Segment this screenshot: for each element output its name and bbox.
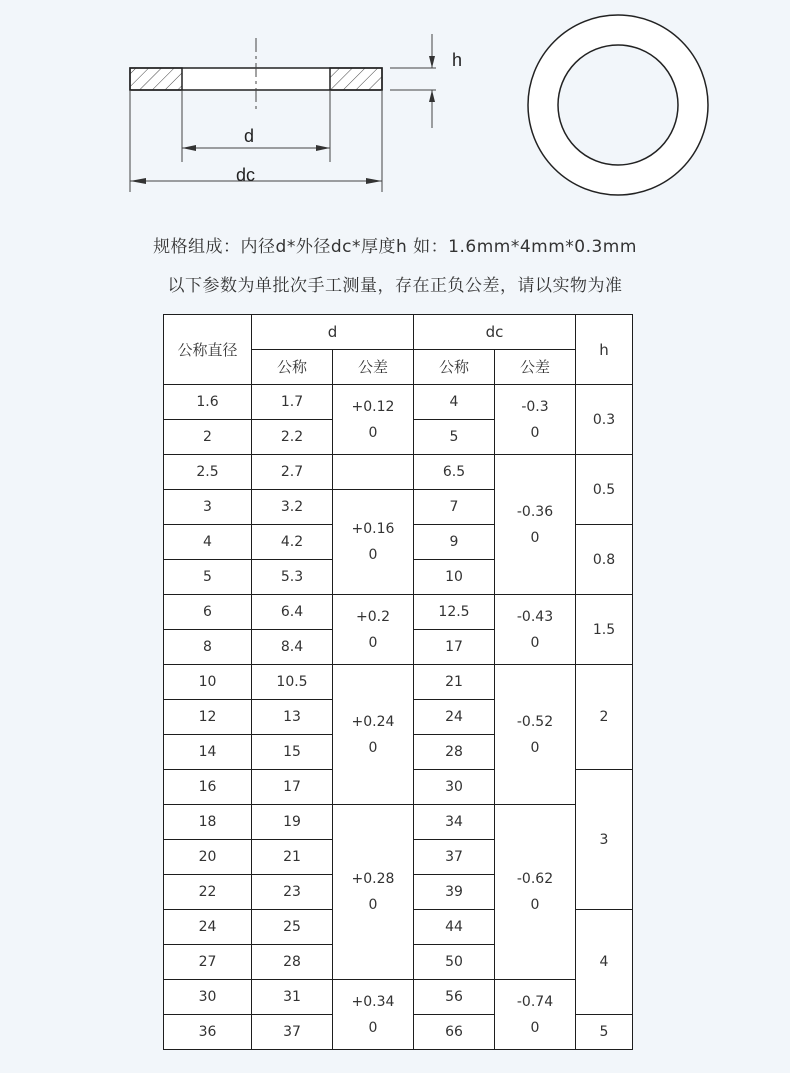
dc-nominal-cell: 9 bbox=[414, 525, 495, 560]
d-tolerance-cell bbox=[333, 805, 414, 980]
nominal-size-cell: 5 bbox=[164, 560, 252, 595]
header-d: d bbox=[252, 315, 414, 350]
d-nominal-cell: 19 bbox=[252, 805, 333, 840]
nominal-size-cell: 16 bbox=[164, 770, 252, 805]
table-row bbox=[164, 980, 633, 1015]
dimension-h-label: h bbox=[452, 50, 463, 70]
dc-nominal-cell: 7 bbox=[414, 490, 495, 525]
tolerance-upper: -0.62 bbox=[516, 871, 554, 887]
d-nominal-cell: 3.2 bbox=[252, 490, 333, 525]
tolerance-upper: -0.36 bbox=[516, 503, 554, 520]
dc-tolerance-cell bbox=[495, 665, 576, 805]
header-dc-tolerance: 公差 bbox=[495, 350, 576, 385]
tolerance-upper: -0.43 bbox=[516, 608, 554, 625]
h-cell: 1.5 bbox=[576, 595, 633, 665]
dc-tolerance-cell bbox=[495, 385, 576, 455]
dc-nominal-cell: 6.5 bbox=[414, 455, 495, 490]
dc-nominal-cell: 10 bbox=[414, 560, 495, 595]
d-nominal-cell: 23 bbox=[252, 875, 333, 910]
dc-tolerance-cell bbox=[495, 595, 576, 665]
dc-nominal-cell: 50 bbox=[414, 945, 495, 980]
dc-nominal-cell: 21 bbox=[414, 665, 495, 700]
notes bbox=[0, 228, 790, 306]
d-tolerance-cell bbox=[333, 385, 414, 455]
table-row bbox=[164, 385, 633, 420]
nominal-size-cell: 1.6 bbox=[164, 385, 252, 420]
spec-table bbox=[163, 314, 633, 1050]
dc-nominal-cell: 30 bbox=[414, 770, 495, 805]
nominal-size-cell: 6 bbox=[164, 595, 252, 630]
nominal-size-cell: 8 bbox=[164, 630, 252, 665]
dc-nominal-cell: 5 bbox=[414, 420, 495, 455]
nominal-size-cell: 30 bbox=[164, 980, 252, 1015]
h-cell: 0.3 bbox=[576, 385, 633, 455]
header-d-tolerance: 公差 bbox=[333, 350, 414, 385]
dc-nominal-cell: 66 bbox=[414, 1015, 495, 1050]
dimension-dc bbox=[130, 165, 382, 185]
d-nominal-cell: 25 bbox=[252, 910, 333, 945]
dimension-d-label: d bbox=[244, 126, 255, 146]
tolerance-lower: 0 bbox=[368, 424, 378, 441]
table-row bbox=[164, 805, 633, 840]
dc-nominal-cell: 37 bbox=[414, 840, 495, 875]
washer-side-view bbox=[130, 38, 382, 112]
h-cell: 0.8 bbox=[576, 525, 633, 595]
d-nominal-cell: 31 bbox=[252, 980, 333, 1015]
nominal-size-cell: 22 bbox=[164, 875, 252, 910]
d-nominal-cell: 8.4 bbox=[252, 630, 333, 665]
tolerance-lower: 0 bbox=[530, 1019, 540, 1036]
measurement-note: 以下参数为单批次手工测量，存在正负公差，请以实物为准 bbox=[167, 276, 623, 296]
tolerance-lower: 0 bbox=[368, 739, 378, 756]
dc-tolerance-cell bbox=[495, 805, 576, 980]
nominal-size-cell: 4 bbox=[164, 525, 252, 560]
dimension-h bbox=[429, 34, 462, 128]
spec-format-note: 规格组成：内径d*外径dc*厚度h 如：1.6mm*4mm*0.3mm bbox=[153, 237, 637, 257]
d-nominal-cell: 4.2 bbox=[252, 525, 333, 560]
washer-drawing bbox=[0, 0, 790, 220]
nominal-size-cell: 12 bbox=[164, 700, 252, 735]
nominal-size-cell: 27 bbox=[164, 945, 252, 980]
table-row bbox=[164, 455, 633, 490]
dc-nominal-cell: 39 bbox=[414, 875, 495, 910]
tolerance-upper: -0.74 bbox=[516, 993, 554, 1010]
d-nominal-cell: 6.4 bbox=[252, 595, 333, 630]
tolerance-upper: -0.52 bbox=[516, 713, 554, 730]
tolerance-upper: +0.2 bbox=[356, 608, 390, 625]
nominal-size-cell: 36 bbox=[164, 1015, 252, 1050]
tolerance-lower: 0 bbox=[368, 634, 378, 651]
dc-tolerance-cell bbox=[495, 980, 576, 1050]
tolerance-lower: 0 bbox=[368, 1019, 378, 1036]
tolerance-upper: +0.28 bbox=[351, 871, 395, 887]
table-row bbox=[164, 665, 633, 700]
tolerance-lower: 0 bbox=[530, 739, 540, 756]
dc-nominal-cell: 44 bbox=[414, 910, 495, 945]
d-nominal-cell: 15 bbox=[252, 735, 333, 770]
h-cell: 5 bbox=[576, 1015, 633, 1050]
dc-nominal-cell: 17 bbox=[414, 630, 495, 665]
tolerance-lower: 0 bbox=[368, 897, 378, 913]
tolerance-lower: 0 bbox=[530, 529, 540, 546]
header-dc: dc bbox=[414, 315, 576, 350]
table-header-row bbox=[164, 315, 633, 350]
d-nominal-cell: 5.3 bbox=[252, 560, 333, 595]
table-row bbox=[164, 595, 633, 630]
nominal-size-cell: 18 bbox=[164, 805, 252, 840]
header-nominal-diameter: 公称直径 bbox=[164, 315, 252, 385]
header-d-nominal: 公称 bbox=[252, 350, 333, 385]
tolerance-upper: +0.24 bbox=[351, 713, 395, 730]
dc-nominal-cell: 34 bbox=[414, 805, 495, 840]
h-cell: 3 bbox=[576, 770, 633, 910]
tolerance-upper: +0.34 bbox=[351, 993, 395, 1010]
header-dc-nominal: 公称 bbox=[414, 350, 495, 385]
d-nominal-cell: 10.5 bbox=[252, 665, 333, 700]
h-cell: 2 bbox=[576, 665, 633, 770]
nominal-size-cell: 10 bbox=[164, 665, 252, 700]
d-nominal-cell: 28 bbox=[252, 945, 333, 980]
dc-nominal-cell: 24 bbox=[414, 700, 495, 735]
dc-nominal-cell: 56 bbox=[414, 980, 495, 1015]
tolerance-upper: -0.3 bbox=[521, 398, 549, 415]
nominal-size-cell: 2 bbox=[164, 420, 252, 455]
d-tolerance-cell bbox=[333, 595, 414, 665]
d-nominal-cell: 17 bbox=[252, 770, 333, 805]
nominal-size-cell: 2.5 bbox=[164, 455, 252, 490]
d-nominal-cell: 2.7 bbox=[252, 455, 333, 490]
header-h: h bbox=[576, 315, 633, 385]
d-tolerance-cell bbox=[333, 455, 414, 490]
washer-top-view bbox=[528, 15, 708, 195]
dc-nominal-cell: 12.5 bbox=[414, 595, 495, 630]
d-tolerance-cell bbox=[333, 490, 414, 595]
nominal-size-cell: 20 bbox=[164, 840, 252, 875]
nominal-size-cell: 24 bbox=[164, 910, 252, 945]
tolerance-lower: 0 bbox=[530, 634, 540, 651]
tolerance-lower: 0 bbox=[530, 897, 540, 913]
dc-nominal-cell: 4 bbox=[414, 385, 495, 420]
h-cell: 4 bbox=[576, 910, 633, 1015]
d-nominal-cell: 21 bbox=[252, 840, 333, 875]
d-tolerance-cell bbox=[333, 980, 414, 1050]
tolerance-lower: 0 bbox=[530, 424, 540, 441]
d-nominal-cell: 13 bbox=[252, 700, 333, 735]
d-nominal-cell: 37 bbox=[252, 1015, 333, 1050]
dc-nominal-cell: 28 bbox=[414, 735, 495, 770]
dimension-d bbox=[182, 126, 330, 151]
dimension-dc-label: dc bbox=[236, 165, 256, 185]
d-tolerance-cell bbox=[333, 665, 414, 805]
tolerance-upper: +0.16 bbox=[351, 521, 395, 537]
d-nominal-cell: 1.7 bbox=[252, 385, 333, 420]
d-nominal-cell: 2.2 bbox=[252, 420, 333, 455]
tolerance-lower: 0 bbox=[368, 547, 378, 563]
h-cell: 0.5 bbox=[576, 455, 633, 525]
tolerance-upper: +0.12 bbox=[351, 398, 395, 415]
nominal-size-cell: 3 bbox=[164, 490, 252, 525]
dc-tolerance-cell bbox=[495, 455, 576, 595]
nominal-size-cell: 14 bbox=[164, 735, 252, 770]
